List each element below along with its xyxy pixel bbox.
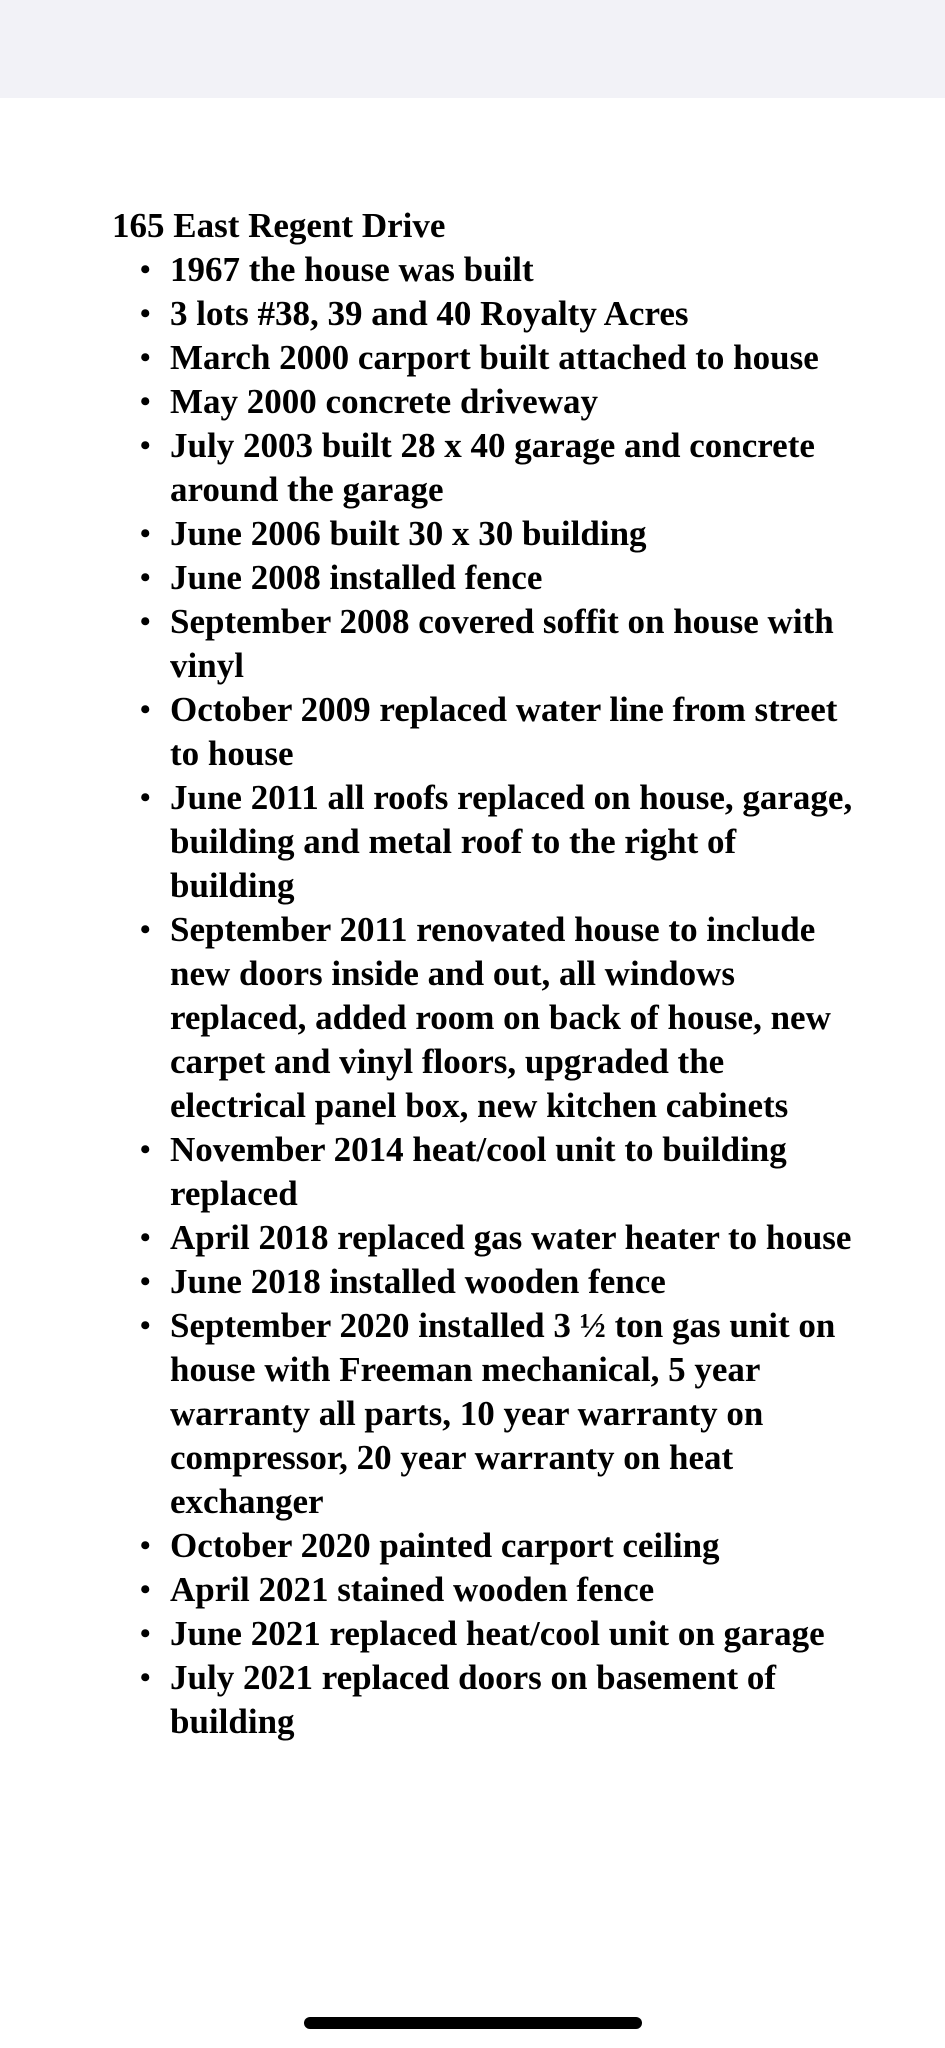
list-item-text: September 2020 installed 3 ½ ton gas unit on house with Freeman mechanical, 5 year warranty all parts, 10 year warranty on compressor, 20 year warranty on heat exchanger [170, 1306, 836, 1521]
bullet-icon: • [140, 1661, 151, 1694]
document-body [112, 204, 912, 1744]
list-item-text: June 2008 installed fence [170, 558, 543, 597]
top-toolbar-area [0, 0, 945, 98]
list-item-text: June 2006 built 30 x 30 building [170, 514, 647, 553]
bullet-icon: • [140, 297, 151, 330]
bullet-icon: • [140, 1529, 151, 1562]
list-item [140, 908, 860, 1128]
list-item-text: November 2014 heat/cool unit to building replaced [170, 1130, 787, 1213]
list-item-text: 1967 the house was built [170, 250, 534, 289]
list-item [140, 1216, 860, 1260]
list-item [140, 424, 860, 512]
list-item-text: September 2011 renovated house to include new doors inside and out, all windows replaced, added room on back of house, new carpet and vinyl floors, upgraded the electrical panel box, new kitchen cabinets [170, 910, 831, 1125]
bullet-icon: • [140, 1573, 151, 1606]
bullet-icon: • [140, 341, 151, 374]
bullet-icon: • [140, 605, 151, 638]
list-item [140, 600, 860, 688]
bullet-icon: • [140, 913, 151, 946]
list-item-text: October 2020 painted carport ceiling [170, 1526, 720, 1565]
list-item [140, 1612, 860, 1656]
bullet-icon: • [140, 1265, 151, 1298]
bullet-icon: • [140, 1221, 151, 1254]
bullet-icon: • [140, 429, 151, 462]
list-item [140, 776, 860, 908]
list-item [140, 1524, 860, 1568]
list-item-text: July 2021 replaced doors on basement of building [170, 1658, 777, 1741]
list-item-text: 3 lots #38, 39 and 40 Royalty Acres [170, 294, 689, 333]
bullet-icon: • [140, 517, 151, 550]
list-item [140, 556, 860, 600]
bullet-icon: • [140, 385, 151, 418]
list-item [140, 688, 860, 776]
list-item-text: July 2003 built 28 x 40 garage and concrete around the garage [170, 426, 815, 509]
list-item-text: April 2018 replaced gas water heater to house [170, 1218, 852, 1257]
list-item [140, 248, 860, 292]
list-item-text: June 2011 all roofs replaced on house, garage, building and metal roof to the right of building [170, 778, 853, 905]
list-item [140, 1304, 860, 1524]
history-list [112, 248, 912, 1744]
bullet-icon: • [140, 1133, 151, 1166]
bullet-icon: • [140, 1617, 151, 1650]
list-item [140, 1260, 860, 1304]
bullet-icon: • [140, 693, 151, 726]
document-title: 165 East Regent Drive [112, 206, 446, 245]
list-item-text: April 2021 stained wooden fence [170, 1570, 655, 1609]
list-item-text: March 2000 carport built attached to house [170, 338, 819, 377]
list-item-text: June 2021 replaced heat/cool unit on garage [170, 1614, 825, 1653]
home-indicator[interactable] [304, 2017, 642, 2029]
list-item [140, 380, 860, 424]
bullet-icon: • [140, 561, 151, 594]
bullet-icon: • [140, 1309, 151, 1342]
bullet-icon: • [140, 781, 151, 814]
bullet-icon: • [140, 253, 151, 286]
list-item-text: October 2009 replaced water line from street to house [170, 690, 838, 773]
list-item-text: September 2008 covered soffit on house with vinyl [170, 602, 834, 685]
list-item [140, 292, 860, 336]
list-item [140, 512, 860, 556]
list-item [140, 1656, 860, 1744]
list-item [140, 336, 860, 380]
list-item [140, 1568, 860, 1612]
list-item [140, 1128, 860, 1216]
list-item-text: May 2000 concrete driveway [170, 382, 598, 421]
list-item-text: June 2018 installed wooden fence [170, 1262, 666, 1301]
